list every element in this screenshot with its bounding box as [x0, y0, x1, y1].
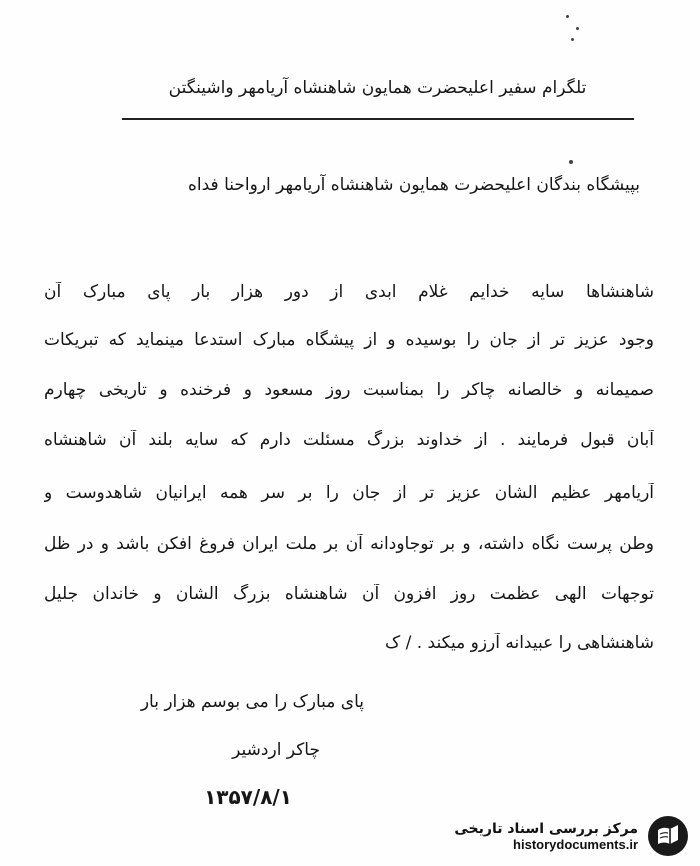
watermark-site: historydocuments.ir: [513, 836, 638, 852]
document-date: ۱۳۵۷/۸/۱: [204, 785, 292, 809]
body-line: توجهات الهی عظمت روز افزون آن شاهنشاه بزرگ الشان و خاندان جلیل: [44, 584, 654, 604]
watermark-text: [454, 821, 638, 852]
body-line: آریامهر عظیم الشان عزیز تر از جان را بر سر همه ایرانیان شاهدوست و: [44, 483, 654, 503]
scan-speck: [569, 160, 573, 164]
signature-line: چاکر اردشیر: [232, 740, 320, 760]
scan-speck: [571, 38, 574, 41]
watermark: [454, 814, 690, 858]
body-line: وطن پرست نگاه داشته، و بر توجاودانه آن بر ملت ایران فروغ افکن باشد و در ظل: [44, 534, 654, 554]
watermark-org-name: مرکز بررسی اسناد تاریخی: [454, 820, 638, 837]
body-line: وجود عزیز تر از جان را بوسیده و از پیشگاه مبارک استدعا مینماید که تبریکات: [44, 330, 654, 350]
document-title: تلگرام سفیر اعلیحضرت همایون شاهنشاه آریامهر واشینگتن: [168, 78, 587, 98]
title-underline: [122, 118, 634, 120]
closing-line: پای مبارک را می بوسم هزار بار: [140, 692, 364, 712]
body-line: شاهنشاها سایه خدایم غلام ابدی از دور هزار بار پای مبارک آن: [44, 282, 654, 302]
folded-document-logo-icon: [646, 814, 690, 858]
scan-speck: [566, 15, 569, 18]
scan-speck: [576, 27, 579, 30]
body-line: شاهنشاهی را عبیدانه آرزو میکند . / ک: [384, 633, 654, 653]
body-line: صمیمانه و خالصانه چاکر را بمناسبت روز مسعود و فرخنده و تاریخی چهارم: [44, 380, 654, 400]
salutation-line: بپیشگاه بندگان اعلیحضرت همایون شاهنشاه آریامهر ارواحنا فداه: [188, 175, 640, 195]
body-line: آبان قبول فرمایند . از خداوند بزرگ مسئلت دارم که سایه بلند آن شاهنشاه: [44, 430, 654, 450]
